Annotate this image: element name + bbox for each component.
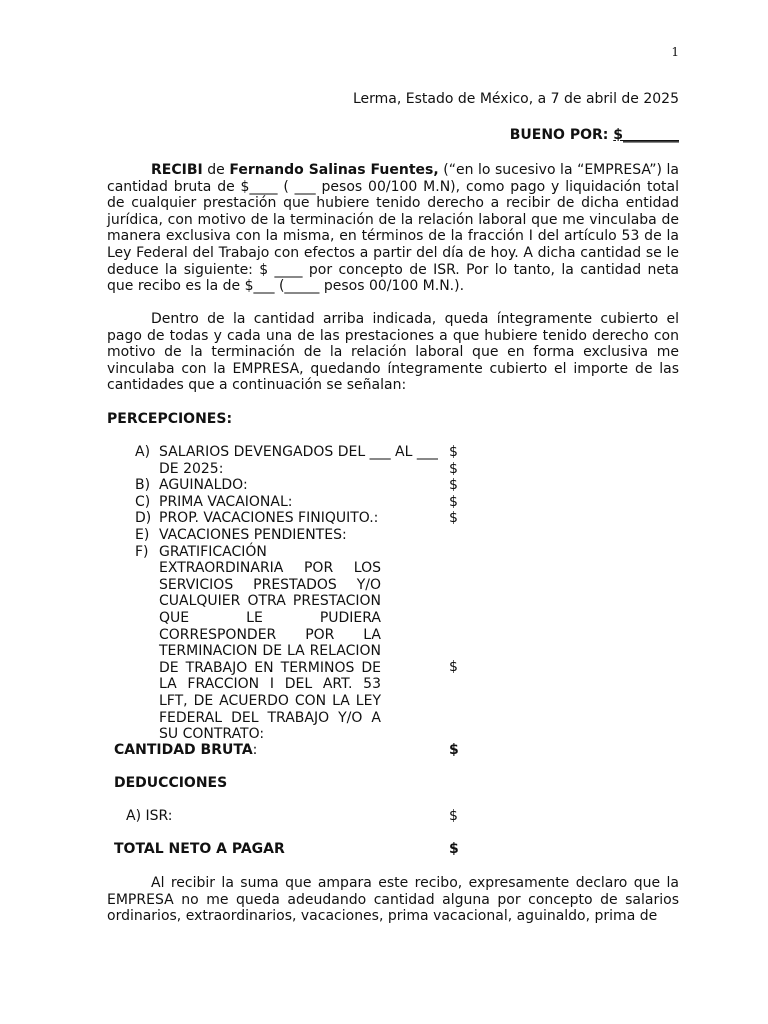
closing-paragraph: Al recibir la suma que ampara este recibo, expresamente declaro que la EMPRESA no me queda adeudando cantidad alguna por concepto de salarios ordinarios, extraordinarios, vacaciones, prima vacacional, aguinaldo, prima de (107, 875, 679, 925)
amount-prima: $ (449, 494, 458, 510)
isr-label: A) ISR: (126, 808, 173, 824)
list-item: A) SALARIOS DEVENGADOS DEL ___ AL ___ (135, 444, 438, 460)
list-item: B) AGUINALDO: (135, 477, 248, 494)
percepciones-list (135, 444, 465, 743)
bueno-por (510, 127, 679, 144)
intro-paragraph (107, 162, 679, 295)
bueno-por-label: BUENO POR: (509, 127, 609, 143)
total-label: TOTAL NETO A PAGAR (114, 841, 285, 857)
recibi-word: RECIBI (151, 162, 203, 178)
amount-salarios: $ (449, 444, 458, 460)
deducciones-title: DEDUCCIONES (114, 775, 228, 791)
amount-vacaciones: $ (449, 510, 458, 526)
amount-gratificacion: $ (449, 659, 458, 675)
total-amount: $ (449, 841, 459, 857)
list-item: C) PRIMA VACAIONAL: (135, 493, 293, 510)
amount-aguinaldo: $ (449, 477, 458, 493)
page-number: 1 (671, 45, 679, 59)
list-item: F) GRATIFICACIÓN EXTRAORDINARIA POR LOS SERVICIOS PRESTADOS Y/O CUALQUIER OTRA PRESTACION QUE LE PUDIERA CORRESPONDER POR LA TERMINACION DE LA RELACION DE TRABAJO EN TERMINOS DE LA FRACCION I DEL ART. 53 LFT, DE ACUERDO CON LA LEY FEDERAL DEL TRABAJO Y/O A SU CONTRATO: (135, 543, 381, 743)
coverage-paragraph: Dentro de la cantidad arriba indicada, queda íntegramente cubierto el pago de todas y cada una de las prestaciones a que hubiere tenido derecho con motivo de la terminación de la relación laboral que en forma exclusiva me vinculaba con la EMPRESA, quedando íntegramente cubierto el importe de las cantidades que a continuación se señalan: (107, 311, 679, 394)
amount-salarios-2025: $ (449, 461, 458, 477)
recipient-name: Fernando Salinas Fuentes, (229, 162, 439, 178)
isr-amount: $ (449, 808, 458, 824)
de-word: de (202, 162, 230, 178)
place-date: Lerma, Estado de México, a 7 de abril de 2025 (352, 91, 679, 107)
list-item: E) VACACIONES PENDIENTES: (135, 526, 347, 543)
bueno-por-value: $________ (613, 127, 679, 143)
intro-text: (“en lo sucesivo la “EMPRESA”) la cantidad bruta de $____ ( ___ pesos 00/100 M.N), como pago y liquidación total de cualquier prestación que hubiere tenido derecho a recibir de dicha entidad jurídica, con motivo de la terminación de la relación laboral que me vinculaba de manera exclusiva con la misma, en términos de la fracción I del artículo 53 de la Ley Federal del Trabajo con efectos a partir del día de hoy. A dicha cantidad se le deduce la siguiente: $ ____ por concepto de ISR. Por lo tanto, la cantidad neta que recibo es la de $___ (_____ pesos 00/100 M.N.). (107, 162, 679, 295)
cantidad-bruta-amount: $ (449, 742, 459, 758)
list-item: D) PROP. VACACIONES FINIQUITO.: (135, 510, 379, 527)
cantidad-bruta-label: CANTIDAD BRUTA: (114, 742, 258, 758)
list-item: DE 2025: (159, 460, 224, 477)
percepciones-title: PERCEPCIONES: (107, 411, 233, 427)
